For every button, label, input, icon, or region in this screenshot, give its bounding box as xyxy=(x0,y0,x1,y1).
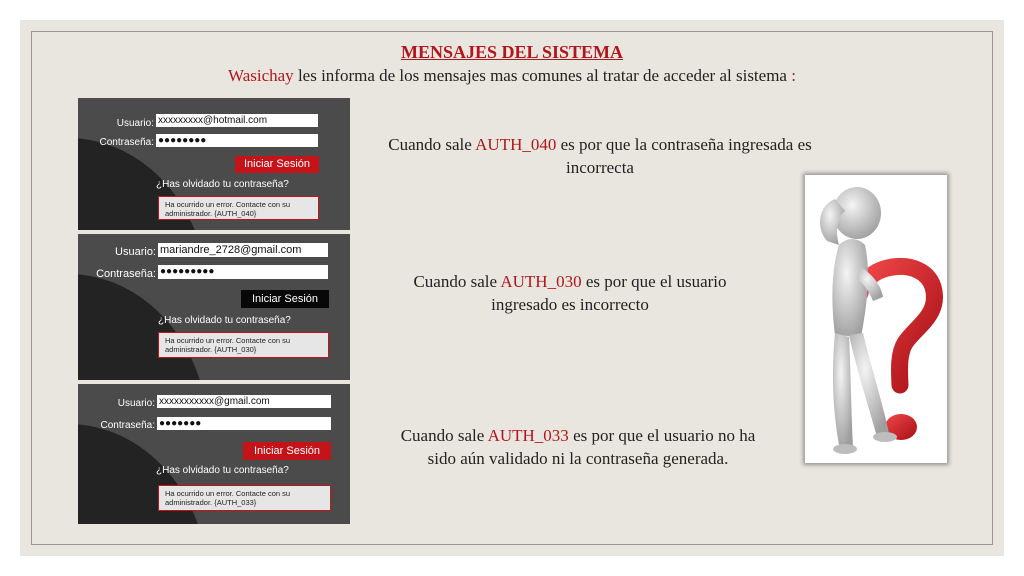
usuario-field: xxxxxxxxxxx@gmail.com xyxy=(157,395,331,408)
panel-curve xyxy=(78,274,208,380)
usuario-label: Usuario: xyxy=(117,398,155,409)
password-field: ●●●●●●● xyxy=(157,417,331,430)
error-line-1: Ha ocurrido un error. Contacte con su xyxy=(165,336,291,345)
description-line-2: incorrecta xyxy=(566,158,634,177)
login-button: Iniciar Sesión xyxy=(243,442,331,460)
page-subtitle xyxy=(0,66,1024,86)
forgot-password-link: ¿Has olvidado tu contraseña? xyxy=(156,179,289,190)
password-label: Contraseña: xyxy=(96,268,156,280)
page-title: MENSAJES DEL SISTEMA xyxy=(400,42,624,62)
password-label: Contraseña: xyxy=(100,420,155,431)
error-code: AUTH_030 xyxy=(500,272,582,291)
brand-name: Wasichay xyxy=(228,66,294,85)
thinking-person-question-mark-icon xyxy=(805,175,947,463)
description-line-1: Cuando sale AUTH_033 es por que el usuario no ha xyxy=(400,426,756,445)
login-button: Iniciar Sesión xyxy=(241,290,329,308)
forgot-password-link: ¿Has olvidado tu contraseña? xyxy=(156,465,289,476)
usuario-label: Usuario: xyxy=(116,118,154,129)
forgot-password-link: ¿Has olvidado tu contraseña? xyxy=(158,315,291,326)
usuario-field: xxxxxxxxx@hotmail.com xyxy=(156,114,318,127)
error-message-box xyxy=(158,196,319,220)
error-line-1: Ha ocurrido un error. Contacte con su xyxy=(165,489,291,498)
description-line-1: Cuando sale AUTH_030 es por que el usuario xyxy=(413,272,727,291)
error-line-2: administrador. {AUTH_040} xyxy=(165,209,257,218)
subtitle-colon: : xyxy=(791,66,796,85)
usuario-label: Usuario: xyxy=(115,246,156,258)
error-line-2: administrador. {AUTH_033} xyxy=(165,498,257,507)
login-button: Iniciar Sesión xyxy=(235,156,319,173)
subtitle-text: les informa de los mensajes mas comunes al tratar de acceder al sistema xyxy=(293,66,792,85)
description-auth-033 xyxy=(360,424,796,470)
login-screenshot-auth-030 xyxy=(78,234,350,380)
error-code: AUTH_033 xyxy=(487,426,569,445)
error-code: AUTH_040 xyxy=(475,135,557,154)
description-line-2: sido aún validado ni la contraseña generada. xyxy=(427,449,729,468)
login-screenshot-auth-040 xyxy=(78,98,350,230)
error-line-1: Ha ocurrido un error. Contacte con su xyxy=(165,200,291,209)
error-line-2: administrador. {AUTH_030} xyxy=(165,345,257,354)
description-auth-040 xyxy=(360,133,840,179)
error-message-box xyxy=(158,485,331,511)
error-message-box xyxy=(158,332,329,358)
description-line-2: ingresado es incorrecto xyxy=(491,295,649,314)
description-line-1: Cuando sale AUTH_040 es por que la contraseña ingresada es xyxy=(388,135,812,154)
usuario-field: mariandre_2728@gmail.com xyxy=(158,243,328,257)
description-auth-030 xyxy=(360,270,780,316)
login-screenshot-auth-033 xyxy=(78,384,350,524)
password-label: Contraseña: xyxy=(99,137,154,148)
thinking-figure-card xyxy=(805,175,947,463)
password-field: ●●●●●●●●● xyxy=(158,265,328,279)
password-field: ●●●●●●●● xyxy=(156,134,318,147)
